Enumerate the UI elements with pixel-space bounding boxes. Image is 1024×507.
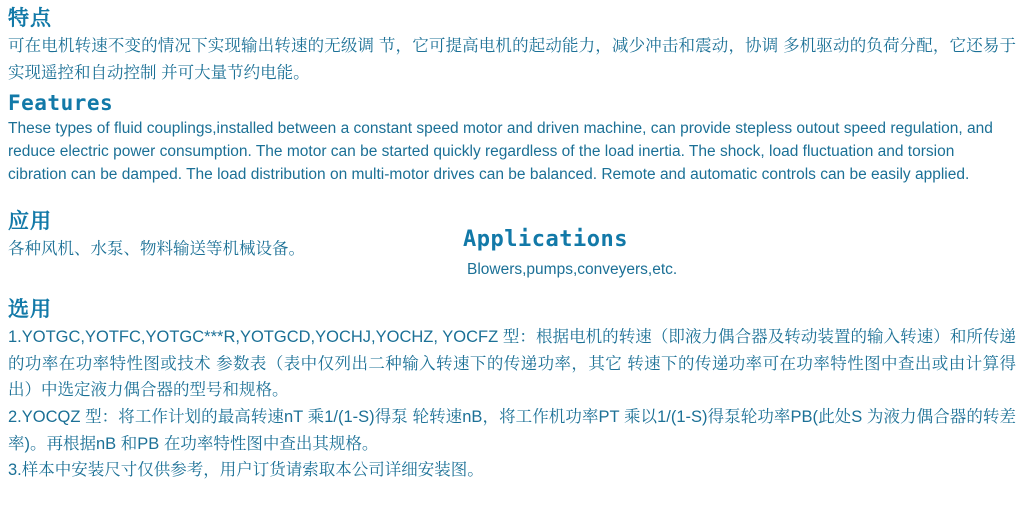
applications-heading-cn: 应用 xyxy=(8,209,52,233)
applications-english-column xyxy=(463,227,883,282)
applications-body-en: Blowers,pumps,conveyers,etc. xyxy=(467,261,678,279)
applications-chinese-column xyxy=(8,209,448,263)
selection-item-2: 2.YOCQZ 型：将工作计划的最高转速nT 乘1/(1-S)得泵 轮转速nB，将工作机功率PT 乘以1/(1-S)得泵轮功率PB(此处S 为液力偶合器的转差率)。再根据nB 和PB 在功率特性图中查出其规格。 xyxy=(8,407,1016,453)
selection-section xyxy=(8,297,1016,485)
selection-item-1: 1.YOTGC,YOTFC,YOTGC***R,YOTGCD,YOCHJ,YOCHZ, YOCFZ 型：根据电机的转速（即液力偶合器及转动装置的输入转速）和所传递的功率在功率特性图或技术 参数表（表中仅列出二种输入转速下的传递功率，其它 转速下的传递功率可在功率特性图中查出或由计算得 出）中选定液力偶合器的型号和规格。 xyxy=(8,327,1016,400)
selection-item-3: 3.样本中安装尺寸仅供参考，用户订货请索取本公司详细安装图。 xyxy=(8,461,484,480)
selection-heading-cn: 选用 xyxy=(8,297,52,321)
features-heading-cn: 特点 xyxy=(8,7,52,30)
features-heading-en: Features xyxy=(8,90,114,115)
features-body-en: These types of fluid couplings,installed between a constant speed motor and driven machine, can provide stepless outout speed regulation, and reduce electric power consumption. The motor can be started quickly regardless of the load inertia. The shock, load fluctuation and torsion cibration can be damped. The load distribution on multi-motor drives can be balanced. Remote and automatic controls can be easily applied. xyxy=(8,119,993,183)
applications-heading-en: Applications xyxy=(463,226,628,252)
applications-body-cn: 各种风机、水泵、物料输送等机械设备。 xyxy=(8,239,305,258)
applications-section xyxy=(8,209,1016,295)
features-body-cn: 可在电机转速不变的情况下实现输出转速的无级调 节，它可提高电机的起动能力，减少冲击和震动，协调 多机驱动的负荷分配，它还易于实现遥控和自动控制 并可大量节约电能。 xyxy=(8,37,1016,82)
features-section xyxy=(8,6,1016,187)
